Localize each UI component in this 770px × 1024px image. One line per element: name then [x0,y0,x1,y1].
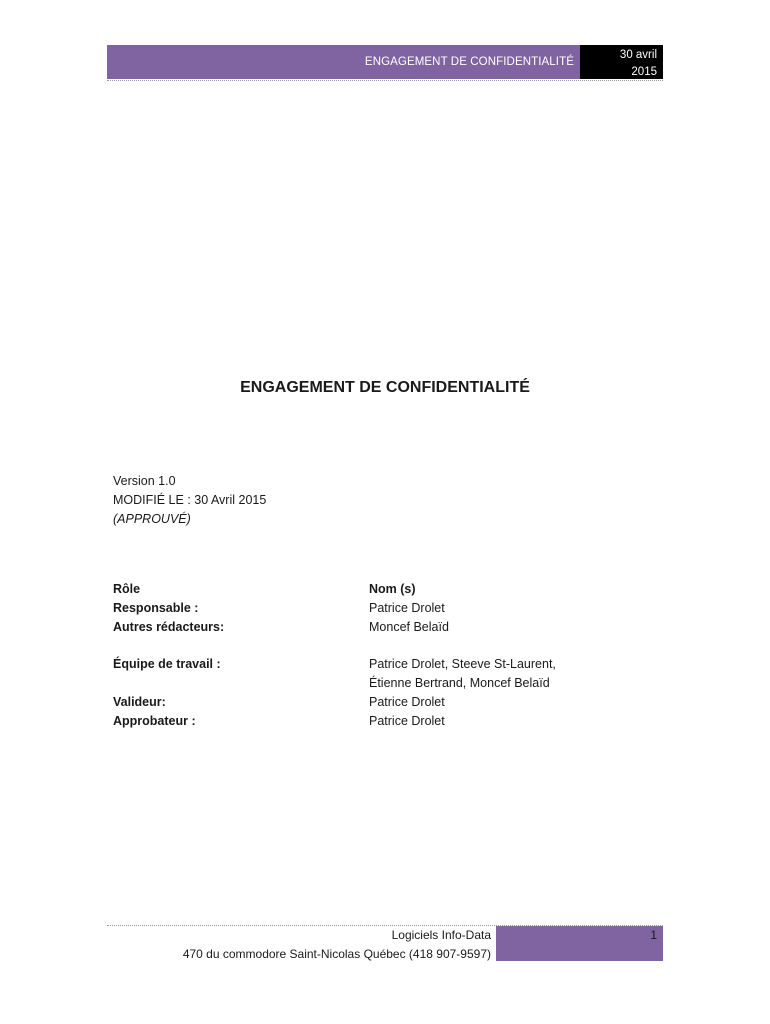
role-names: Patrice Drolet [369,601,445,615]
document-title: ENGAGEMENT DE CONFIDENTIALITÉ [240,379,530,396]
name-column-header: Nom (s) [369,582,416,596]
header-date-line1: 30 avril [619,49,657,61]
role-names: Étienne Bertrand, Moncef Belaïd [369,676,550,690]
footer-band [496,926,663,961]
page-number: 1 [650,928,657,942]
role-label: Valideur: [113,695,166,709]
footer-company: Logiciels Info-Data [391,928,491,942]
header-date-line2: 2015 [631,66,657,78]
status-text: (APPROUVÉ) [113,512,191,526]
document-meta [113,472,266,529]
role-label: Responsable : [113,601,199,615]
modified-text: MODIFIÉ LE : 30 Avril 2015 [113,493,267,507]
role-column-header: Rôle [113,582,141,596]
header-band [107,45,580,79]
role-names: Patrice Drolet [369,714,445,728]
version-text: Version 1.0 [113,474,176,488]
role-names: Patrice Drolet, Steeve St-Laurent, [369,657,556,671]
role-names: Moncef Belaïd [369,620,449,634]
header-date [580,45,663,79]
role-names: Patrice Drolet [369,695,445,709]
role-label: Approbateur : [113,714,196,728]
footer-address: 470 du commodore Saint-Nicolas Québec (418 907-9597) [182,947,491,961]
role-label: Équipe de travail : [113,657,221,671]
header-title: ENGAGEMENT DE CONFIDENTIALITÉ [364,56,574,68]
role-label: Autres rédacteurs: [113,620,225,634]
header-divider [107,80,663,81]
footer-text [107,926,491,964]
